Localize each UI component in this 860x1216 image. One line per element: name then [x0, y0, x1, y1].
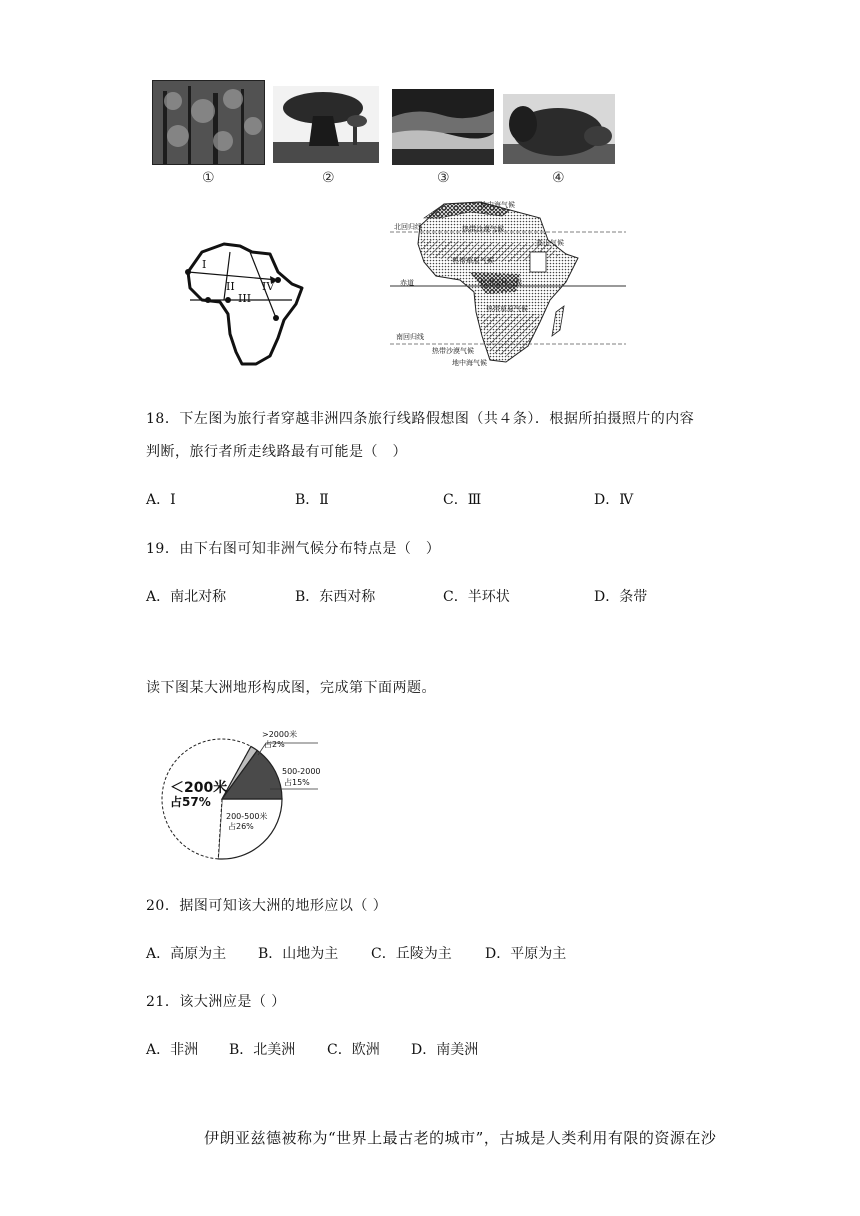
- landform-pie-chart: [158, 725, 324, 861]
- desert-photo-icon: [392, 89, 494, 165]
- route-label-2: II: [226, 280, 235, 293]
- photo-1: [152, 80, 265, 165]
- photo-3: [392, 89, 494, 165]
- q21-option-a[interactable]: A．非洲: [146, 1042, 199, 1058]
- q21-option-c[interactable]: C．欧洲: [327, 1042, 380, 1058]
- photo-label-4: ④: [552, 170, 565, 186]
- q18-text-line1: 18．下左图为旅行者穿越非洲四条旅行线路假想图（共４条）．根据所拍摄照片的内容: [146, 411, 695, 427]
- climate-label-savanna-north: 热带草原气候: [452, 257, 494, 265]
- q21-text: 21．该大洲应是（ ）: [146, 994, 286, 1010]
- tropic-cancer-label: 北回归线: [394, 223, 422, 231]
- pie-label-low-b: 占57%: [170, 795, 211, 809]
- pie-label-high-b: 占15%: [284, 778, 310, 787]
- climate-label-mediterranean-north: 地中海气候: [480, 201, 515, 209]
- route-map: [180, 238, 310, 368]
- q19-option-b[interactable]: B．东西对称: [295, 589, 376, 605]
- photo-2: [273, 86, 379, 163]
- photo-label-3: ③: [437, 170, 450, 186]
- q18-text-line2: 判断，旅行者所走线路最有可能是（ ）: [146, 444, 407, 460]
- climate-label-highland: 高山气候: [536, 239, 564, 247]
- climate-label-mediterranean-south: 地中海气候: [452, 359, 487, 367]
- q18-option-b[interactable]: B．Ⅱ: [295, 492, 329, 508]
- q18-option-a[interactable]: A．Ⅰ: [146, 492, 176, 508]
- q20-option-c[interactable]: C．丘陵为主: [371, 946, 452, 962]
- q19-text: 19．由下右图可知非洲气候分布特点是（ ）: [146, 541, 441, 557]
- tropic-capricorn-label: 南回归线: [396, 333, 424, 341]
- q19-option-c[interactable]: C．半环状: [443, 589, 510, 605]
- climate-label-desert-north: 热带沙漠气候: [462, 225, 504, 233]
- pie-label-top-b: 占2%: [264, 740, 285, 749]
- q18-option-d[interactable]: D．Ⅳ: [594, 492, 634, 508]
- q21-option-b[interactable]: B．北美洲: [229, 1042, 296, 1058]
- route-label-3: III: [238, 292, 252, 305]
- pie-label-mid-a: 200-500米: [226, 812, 268, 821]
- reading-intro: 读下图某大洲地形构成图，完成第下面两题。: [146, 680, 436, 696]
- q19-option-d[interactable]: D．条带: [594, 589, 648, 605]
- q18-option-c[interactable]: C．Ⅲ: [443, 492, 482, 508]
- climate-label-savanna-south: 热带草原气候: [486, 305, 528, 313]
- q20-option-b[interactable]: B．山地为主: [258, 946, 339, 962]
- q20-option-d[interactable]: D．平原为主: [485, 946, 567, 962]
- reading-passage: 伊朗亚兹德被称为“世界上最古老的城市”，古城是人类利用有限的资源在沙: [204, 1129, 717, 1147]
- q21-option-d[interactable]: D．南美洲: [411, 1042, 479, 1058]
- photo-label-2: ②: [322, 170, 335, 186]
- pie-label-low-a: ＜200米: [170, 780, 228, 796]
- shrub-photo-icon: [503, 94, 615, 164]
- photo-4: [503, 94, 615, 164]
- climate-map: [390, 196, 626, 372]
- pie-label-mid-b: 占26%: [228, 822, 254, 831]
- climate-label-desert-south: 热带沙漠气候: [432, 347, 474, 355]
- forest-photo-icon: [153, 81, 264, 164]
- q20-text: 20．据图可知该大洲的地形应以（ ）: [146, 898, 388, 914]
- equator-label: 赤道: [400, 279, 414, 287]
- climate-label-rainforest: 热带雨林气候: [480, 279, 522, 287]
- q20-option-a[interactable]: A．高原为主: [146, 946, 227, 962]
- photo-label-1: ①: [202, 170, 215, 186]
- route-label-4: IV: [262, 280, 275, 293]
- pie-label-high-a: 500-2000: [282, 767, 321, 776]
- q19-option-a[interactable]: A．南北对称: [146, 589, 227, 605]
- pie-label-top-a: >2000米: [262, 730, 298, 739]
- route-label-1: I: [202, 258, 207, 271]
- baobab-photo-icon: [273, 86, 379, 163]
